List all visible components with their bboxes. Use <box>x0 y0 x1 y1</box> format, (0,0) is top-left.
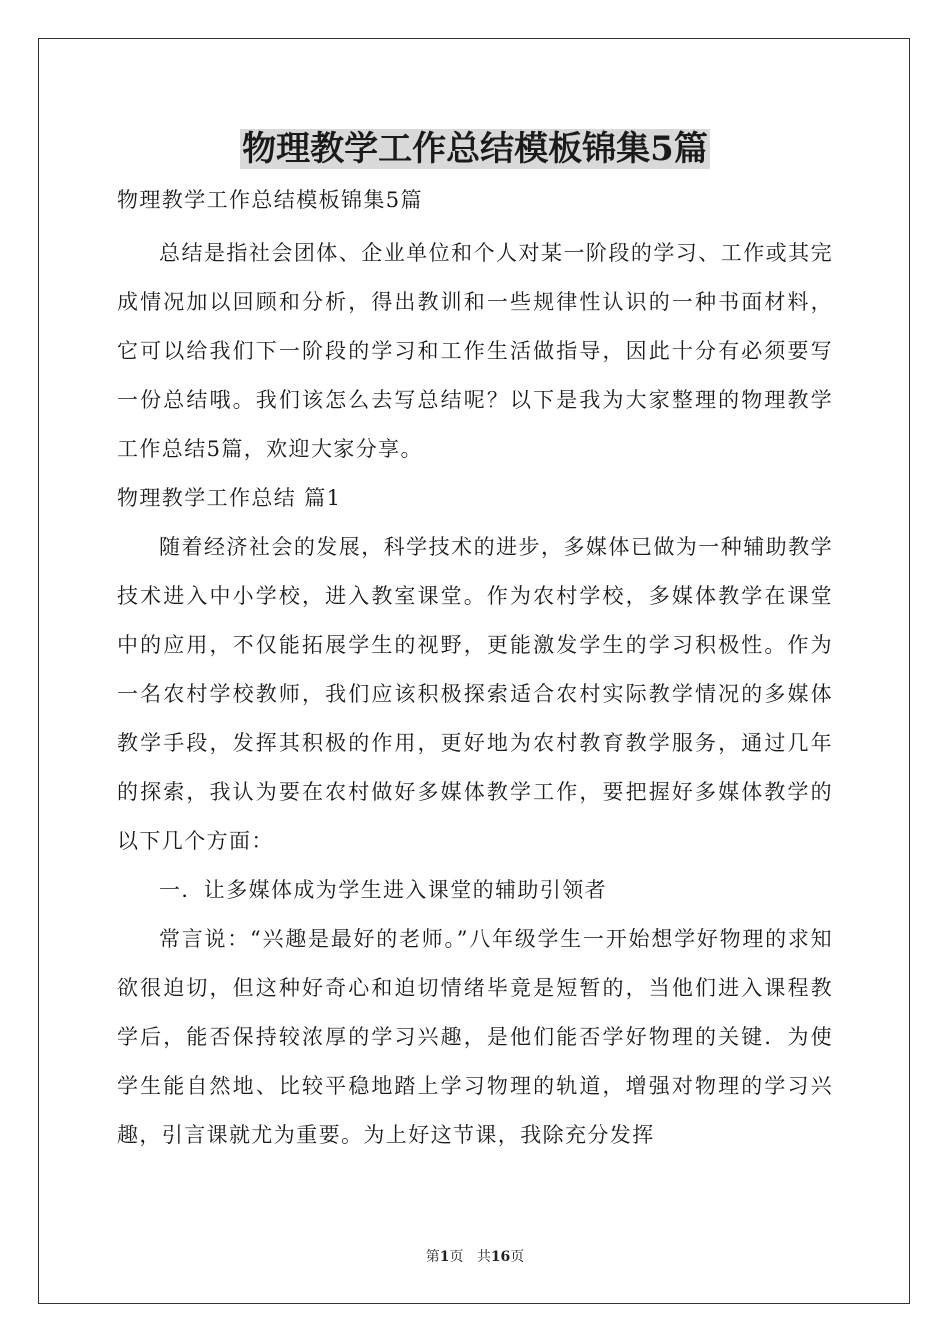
body-paragraph: 随着经济社会的发展，科学技术的进步，多媒体已做为一种辅助教学技术进入中小学校，进入教室课堂。作为农村学校，多媒体教学在课堂中的应用，不仅能拓展学生的视野，更能激发学生的学习积极性。作为一名农村学校教师，我们应该积极探索适合农村实际教学情况的多媒体教学手段，发挥其积极的作用，更好地为农村教育教学服务，通过几年的探索，我认为要在农村做好多媒体教学工作，要把握好多媒体教学的以下几个方面： <box>117 535 833 853</box>
footer-page-number: 1 <box>439 1249 450 1265</box>
footer-total-prefix: 共 <box>476 1249 491 1265</box>
section-heading: 物理教学工作总结 篇1 <box>117 486 342 510</box>
document-subtitle: 物理教学工作总结模板锦集5篇 <box>117 188 423 212</box>
document-body <box>117 181 833 1160</box>
footer-prefix: 第 <box>425 1249 440 1265</box>
document-title <box>0 126 950 172</box>
intro-paragraph: 总结是指社会团体、企业单位和个人对某一阶段的学习、工作或其完成情况加以回顾和分析，得出教训和一些规律性认识的一种书面材料，它可以给我们下一阶段的学习和工作生活做指导，因此十分有必须要写一份总结哦。我们该怎么去写总结呢？以下是我为大家整理的物理教学工作总结5篇，欢迎大家分享。 <box>117 241 833 461</box>
page-footer <box>0 1246 950 1266</box>
subsection-heading: 一．让多媒体成为学生进入课堂的辅助引领者 <box>159 878 607 902</box>
footer-total-suffix: 页 <box>510 1249 525 1265</box>
footer-page-suffix: 页 <box>449 1249 464 1265</box>
body-paragraph: 常言说：“兴趣是最好的老师。”八年级学生一开始想学好物理的求知欲很迫切，但这种好奇心和迫切情绪毕竟是短暂的，当他们进入课程教学后，能否保持较浓厚的学习兴趣，是他们能否学好物理的关键．为使学生能自然地、比较平稳地踏上学习物理的轨道，增强对物理的学习兴趣，引言课就尤为重要。为上好这节课，我除充分发挥 <box>117 927 833 1147</box>
document-title-text: 物理教学工作总结模板锦集5篇 <box>242 129 708 169</box>
footer-total-pages: 16 <box>490 1249 511 1265</box>
